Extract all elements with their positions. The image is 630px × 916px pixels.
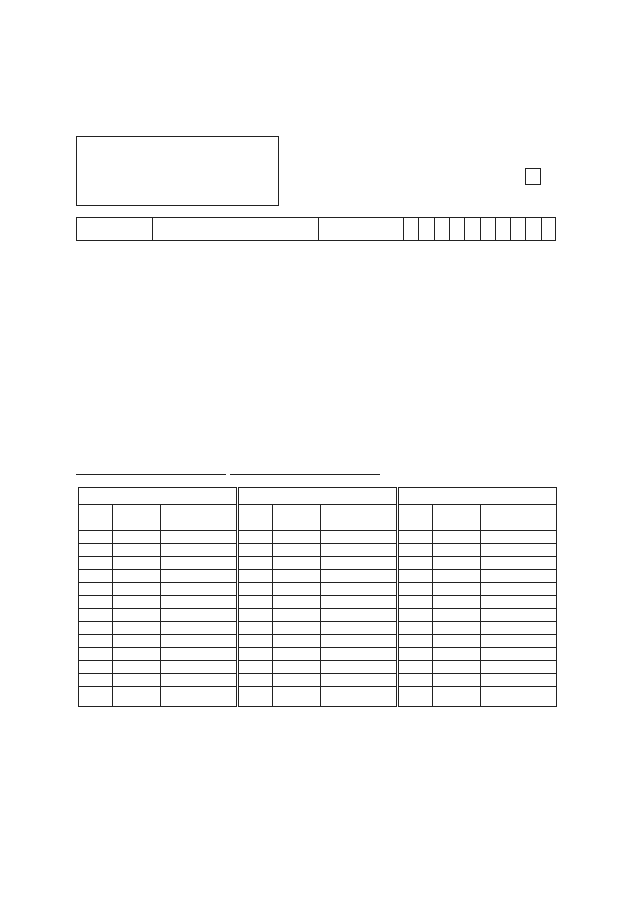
insured-row bbox=[76, 217, 556, 241]
fee-table-block bbox=[78, 487, 237, 707]
blank-cell bbox=[79, 635, 113, 648]
fee-cell bbox=[273, 531, 321, 544]
blank-cell bbox=[161, 674, 237, 687]
blank-cell bbox=[239, 635, 273, 648]
fee-cell bbox=[113, 557, 161, 570]
fee-header bbox=[273, 505, 321, 531]
total-label bbox=[399, 687, 433, 707]
blank-cell bbox=[399, 648, 433, 661]
paragraph-4 bbox=[74, 361, 556, 412]
unpaid-cell bbox=[481, 622, 557, 635]
period-label bbox=[239, 557, 273, 570]
unpaid-cell bbox=[321, 544, 397, 557]
blank-cell bbox=[433, 661, 481, 674]
blank-cell bbox=[161, 635, 237, 648]
submission-deadline bbox=[90, 823, 120, 836]
fee-table-block bbox=[398, 487, 557, 707]
paragraph-3 bbox=[74, 310, 556, 361]
addressee-box bbox=[76, 136, 279, 206]
blank-cell bbox=[113, 661, 161, 674]
fee-cell bbox=[273, 609, 321, 622]
unpaid-cell bbox=[161, 583, 237, 596]
unpaid-cell bbox=[161, 570, 237, 583]
paragraph-1 bbox=[74, 242, 556, 276]
insured-number-cell-divider bbox=[525, 217, 526, 241]
fee-cell bbox=[433, 622, 481, 635]
fee-cell bbox=[273, 544, 321, 557]
total-unpaid-cell bbox=[481, 687, 557, 707]
fee-cell bbox=[433, 596, 481, 609]
insured-number-cell-divider bbox=[449, 217, 450, 241]
blank-cell bbox=[321, 674, 397, 687]
blank-cell bbox=[113, 674, 161, 687]
number-line bbox=[446, 99, 504, 112]
blank-cell bbox=[79, 648, 113, 661]
enrollment-period bbox=[76, 463, 380, 478]
fee-cell bbox=[273, 583, 321, 596]
unpaid-cell bbox=[481, 609, 557, 622]
total-fee-cell bbox=[273, 687, 321, 707]
total-unpaid-cell bbox=[161, 687, 237, 707]
unpaid-cell bbox=[161, 609, 237, 622]
submission-destination bbox=[90, 794, 114, 807]
fee-cell bbox=[113, 609, 161, 622]
total-fee-cell bbox=[113, 687, 161, 707]
fee-cell bbox=[113, 531, 161, 544]
period-label bbox=[239, 609, 273, 622]
blank-cell bbox=[239, 661, 273, 674]
period-header bbox=[79, 505, 113, 531]
fee-cell bbox=[113, 544, 161, 557]
blank-cell bbox=[79, 661, 113, 674]
blank-cell bbox=[113, 635, 161, 648]
fee-cell bbox=[273, 622, 321, 635]
date-line bbox=[446, 120, 494, 133]
blank-cell bbox=[481, 661, 557, 674]
period-label bbox=[79, 609, 113, 622]
total-fee-cell bbox=[433, 687, 481, 707]
blank-cell bbox=[399, 674, 433, 687]
total-label bbox=[79, 687, 113, 707]
unpaid-cell bbox=[321, 557, 397, 570]
blank-cell bbox=[481, 648, 557, 661]
unpaid-header bbox=[321, 505, 397, 531]
blank-cell bbox=[239, 648, 273, 661]
fee-table-heading bbox=[399, 488, 557, 505]
unpaid-cell bbox=[321, 622, 397, 635]
unpaid-cell bbox=[481, 531, 557, 544]
blank-cell bbox=[399, 635, 433, 648]
unpaid-cell bbox=[321, 596, 397, 609]
total-label bbox=[239, 687, 273, 707]
unpaid-cell bbox=[161, 544, 237, 557]
blank-cell bbox=[321, 661, 397, 674]
blank-cell bbox=[239, 674, 273, 687]
fee-cell bbox=[433, 583, 481, 596]
period-label bbox=[79, 557, 113, 570]
period-header bbox=[399, 505, 433, 531]
fee-table-block bbox=[238, 487, 397, 707]
blank-cell bbox=[481, 635, 557, 648]
seal-mark bbox=[525, 168, 541, 185]
blank-cell bbox=[433, 635, 481, 648]
insured-number-cell-divider bbox=[418, 217, 419, 241]
blank-cell bbox=[433, 648, 481, 661]
insured-number-cell-divider bbox=[464, 217, 465, 241]
fee-header bbox=[113, 505, 161, 531]
unpaid-cell bbox=[321, 609, 397, 622]
period-label bbox=[79, 596, 113, 609]
fee-cell bbox=[113, 622, 161, 635]
period-label bbox=[239, 544, 273, 557]
unpaid-cell bbox=[481, 570, 557, 583]
paragraph-5 bbox=[74, 412, 556, 446]
period-label bbox=[239, 570, 273, 583]
period-label bbox=[239, 583, 273, 596]
unpaid-cell bbox=[321, 583, 397, 596]
period-label bbox=[239, 622, 273, 635]
fee-cell bbox=[433, 544, 481, 557]
unpaid-cell bbox=[481, 583, 557, 596]
blank-cell bbox=[433, 674, 481, 687]
fee-cell bbox=[433, 570, 481, 583]
blank-cell bbox=[481, 674, 557, 687]
period-label bbox=[399, 583, 433, 596]
period-label bbox=[399, 531, 433, 544]
fee-cell bbox=[113, 583, 161, 596]
blank-cell bbox=[399, 661, 433, 674]
period-label bbox=[399, 557, 433, 570]
unpaid-cell bbox=[321, 570, 397, 583]
period-label bbox=[399, 570, 433, 583]
period-label bbox=[79, 622, 113, 635]
fee-cell bbox=[113, 570, 161, 583]
blank-cell bbox=[273, 635, 321, 648]
unpaid-header bbox=[161, 505, 237, 531]
period-label bbox=[399, 544, 433, 557]
insured-number-cell-divider bbox=[495, 217, 496, 241]
period-label bbox=[79, 544, 113, 557]
period-label bbox=[79, 583, 113, 596]
period-header bbox=[239, 505, 273, 531]
fee-table-heading bbox=[79, 488, 237, 505]
unpaid-cell bbox=[481, 596, 557, 609]
total-unpaid-cell bbox=[321, 687, 397, 707]
period-label bbox=[399, 609, 433, 622]
fee-cell bbox=[273, 570, 321, 583]
fee-table-heading bbox=[239, 488, 397, 505]
unpaid-cell bbox=[161, 622, 237, 635]
period-label bbox=[79, 531, 113, 544]
blank-cell bbox=[321, 635, 397, 648]
period-label bbox=[399, 622, 433, 635]
blank-cell bbox=[273, 648, 321, 661]
fee-cell bbox=[433, 557, 481, 570]
blank-cell bbox=[321, 648, 397, 661]
insured-number-cell-divider bbox=[403, 217, 404, 241]
insured-number-cell-divider bbox=[541, 217, 542, 241]
insured-number-cell-divider bbox=[434, 217, 435, 241]
unpaid-cell bbox=[161, 531, 237, 544]
blank-cell bbox=[79, 674, 113, 687]
blank-cell bbox=[161, 648, 237, 661]
paragraph-2 bbox=[74, 276, 556, 310]
unpaid-cell bbox=[481, 544, 557, 557]
fee-cell bbox=[273, 596, 321, 609]
blank-cell bbox=[273, 674, 321, 687]
unpaid-cell bbox=[321, 531, 397, 544]
period-label bbox=[79, 570, 113, 583]
fee-cell bbox=[113, 596, 161, 609]
unpaid-header bbox=[481, 505, 557, 531]
blank-cell bbox=[161, 661, 237, 674]
fee-cell bbox=[433, 531, 481, 544]
unpaid-cell bbox=[481, 557, 557, 570]
period-label bbox=[399, 596, 433, 609]
insured-number-cell-divider bbox=[510, 217, 511, 241]
insured-number-cell-divider bbox=[480, 217, 481, 241]
period-label bbox=[239, 596, 273, 609]
blank-cell bbox=[273, 661, 321, 674]
fee-header bbox=[433, 505, 481, 531]
blank-cell bbox=[113, 648, 161, 661]
fee-cell bbox=[273, 557, 321, 570]
unpaid-cell bbox=[161, 557, 237, 570]
fee-cell bbox=[433, 609, 481, 622]
unpaid-cell bbox=[161, 596, 237, 609]
period-label bbox=[239, 531, 273, 544]
